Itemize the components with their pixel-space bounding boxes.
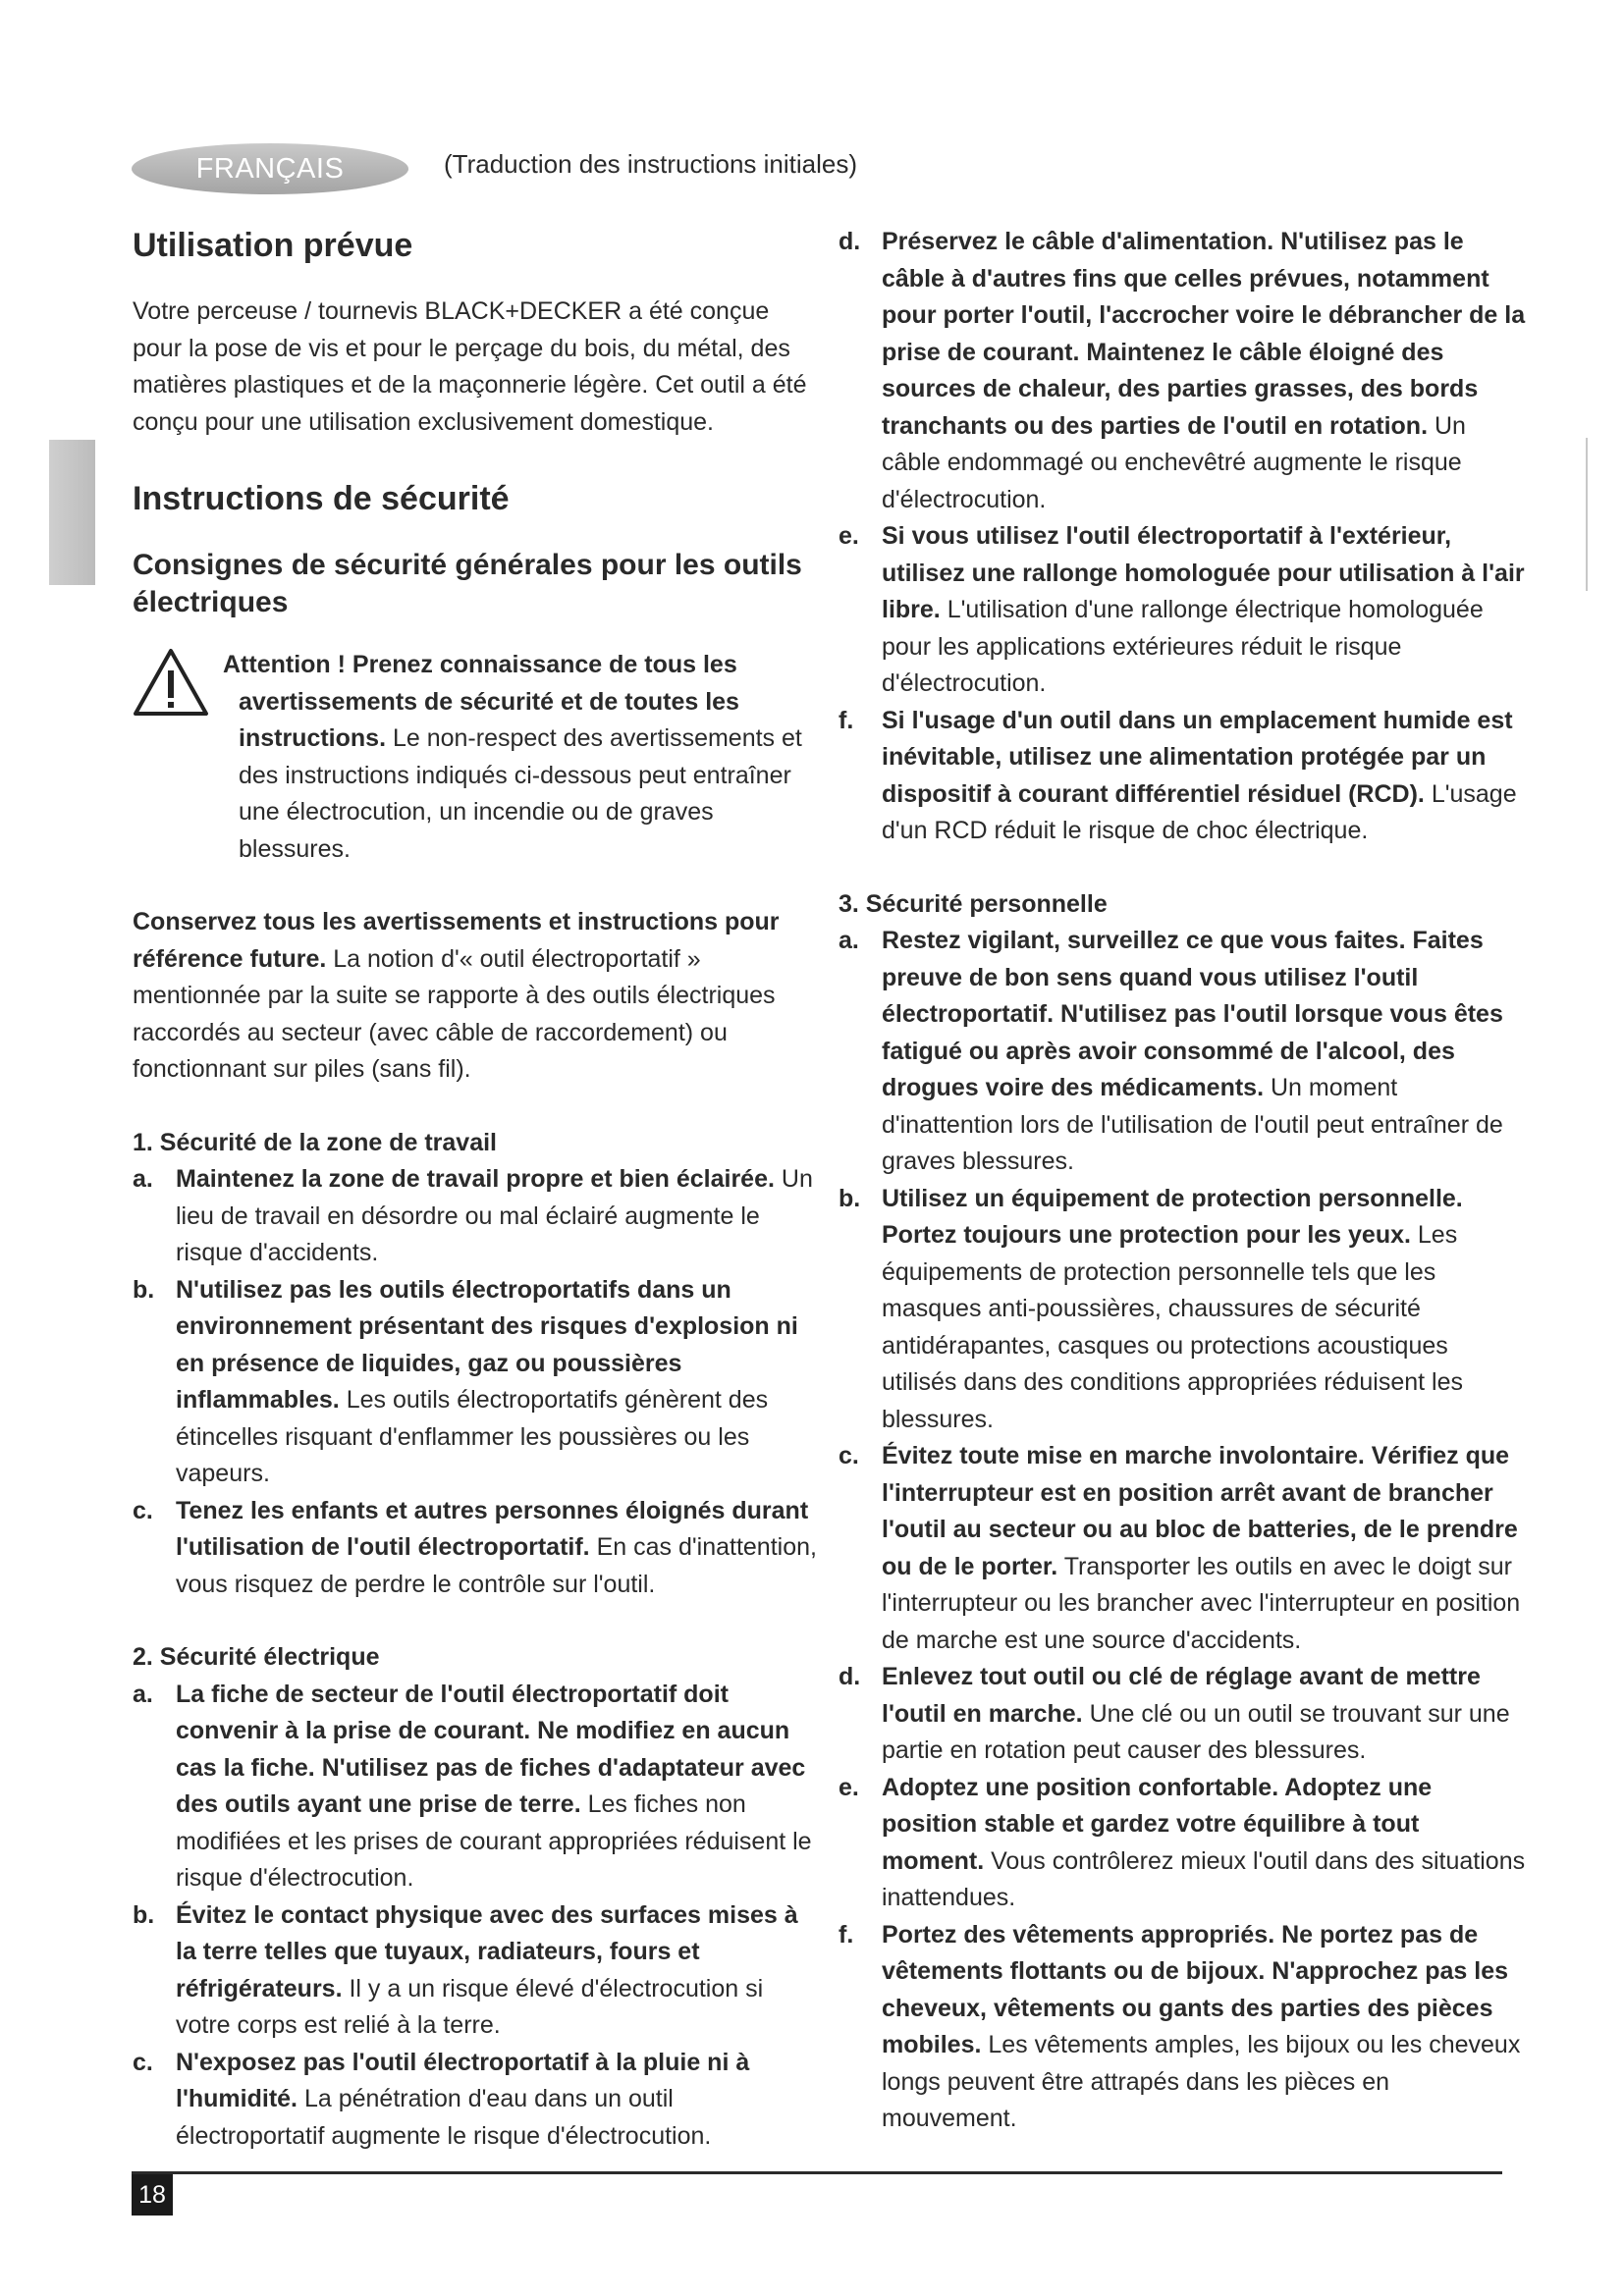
translation-note: (Traduction des instructions initiales) [444,149,857,179]
item-bold: N'utilisez pas les outils électroportatifs dans un environnement présentant des risques d'explosion ni en présence de liquides, gaz ou poussières inflammables. [176,1275,798,1414]
list-item [133,1161,820,1272]
right-column [839,224,1526,2138]
item-label: c. [839,1442,859,1469]
item-text: En cas d'inattention, vous risquez de perdre le contrôle sur l'outil. [176,1533,817,1598]
item-text: Il y a un risque élevé d'électrocution si votre corps est relié à la terre. [176,1974,764,2039]
list-item [133,1493,820,1604]
list-item [839,923,1526,1181]
warning-triangle-icon [133,647,209,718]
item-text: La pénétration d'eau dans un outil électroportatif augmente le risque d'électrocution. [176,2085,712,2150]
warning-block [133,647,820,868]
item-bold: Tenez les enfants et autres personnes éloignés durant l'utilisation de l'outil électroportatif. [176,1496,809,1561]
item-text: Les outils électroportatifs génèrent des étincelles risquant d'enflammer les poussières ou les vapeurs. [176,1386,769,1487]
page-number: 18 [132,2174,173,2216]
item-bold: Si vous utilisez l'outil électroportatif à l'extérieur, utilisez une rallonge homologuée pour utilisation à l'air libre. [882,522,1525,623]
item-bold: Enlevez tout outil ou clé de réglage avant de mettre l'outil en marche. [882,1663,1481,1728]
item-bold: Portez des vêtements appropriés. Ne portez pas de vêtements flottants ou de bijoux. N'approchez pas les cheveux, vêtements ou gants des parties des pièces mobiles. [882,1920,1509,2058]
list-item [133,1897,820,2045]
list-item [839,1917,1526,2138]
item-text: Une clé ou un outil se trouvant sur une partie en rotation peut causer des blessures. [882,1699,1510,1764]
list-item [839,1438,1526,1659]
item-bold: Adoptez une position confortable. Adoptez une position stable et gardez votre équilibre à tout moment. [882,1773,1433,1875]
item-text: Les équipements de protection personnelle tels que les masques anti-poussières, chaussures de sécurité antidérapantes, casques ou protections acoustiques utilisés dans des conditions appropriées réduisent les blessures. [882,1221,1464,1433]
item-text: Un câble endommagé ou enchevêtré augmente le risque d'électrocution. [882,411,1466,513]
footer-rule [132,2171,1502,2174]
side-tab-marker [49,440,95,585]
section-1-title: 1. Sécurité de la zone de travail [133,1128,497,1156]
item-label: a. [839,927,859,954]
item-label: b. [133,1900,155,1929]
item-text: Les fiches non modifiées et les prises de courant appropriées réduisent le risque d'électrocution. [176,1790,812,1892]
left-column [133,224,820,2155]
list-item [133,1677,820,1897]
item-label: c. [133,2048,153,2076]
item-bold: Utilisez un équipement de protection personnelle. Portez toujours une protection pour les yeux. [882,1184,1463,1249]
list-item [839,1770,1526,1917]
item-text: Vous contrôlerez mieux l'outil dans des situations inattendues. [882,1846,1526,1911]
item-bold: N'exposez pas l'outil électroportatif à la pluie ni à l'humidité. [176,2048,750,2112]
item-bold: Évitez le contact physique avec des surfaces mises à la terre telles que tuyaux, radiateurs, fours et réfrigérateurs. [176,1900,798,2002]
item-label: a. [133,1165,153,1193]
intended-use-text: Votre perceuse / tournevis BLACK+DECKER a été conçue pour la pose de vis et pour le perçage du bois, du métal, des matières plastiques et de la maçonnerie légère. Cet outil a été conçu pour une utilisation exclusivement domestique. [133,297,807,436]
item-label: f. [839,1920,854,1949]
item-bold: Si l'usage d'un outil dans un emplacement humide est inévitable, utilisez une alimentation protégée par un dispositif à courant différentiel résiduel (RCD). [882,706,1513,808]
item-label: a. [133,1680,153,1708]
item-bold: Préservez le câble d'alimentation. N'utilisez pas le câble à d'autres fins que celles prévues, notamment pour porter l'outil, l'accrocher voire le débrancher de la prise de courant. Maintenez le câble éloigné des sources de chaleur, des parties grasses, des bords tranchants ou des parties de l'outil en rotation. [882,228,1526,440]
section-2-title: 2. Sécurité électrique [133,1643,380,1671]
item-text: Les vêtements amples, les bijoux ou les cheveux longs peuvent être attrapés dans les pièces en mouvement. [882,2031,1521,2132]
item-text: L'usage d'un RCD réduit le risque de choc électrique. [882,779,1517,844]
item-bold: Maintenez la zone de travail propre et bien éclairée. [176,1165,775,1193]
item-bold: Restez vigilant, surveillez ce que vous faites. Faites preuve de bon sens quand vous utilisez l'outil électroportatif. N'utilisez pas l'outil lorsque vous êtes fatigué ou après avoir consommé de l'alcool, des drogues voire des médicaments. [882,927,1503,1101]
language-badge: FRANÇAIS [132,143,408,194]
keep-body: La notion d'« outil électroportatif » mentionnée par la suite se rapporte à des outils électriques raccordés au secteur (avec câble de raccordement) ou fonctionnant sur piles (sans fil). [133,944,776,1083]
item-text: L'utilisation d'une rallonge électrique homologuée pour les applications extérieures réduit le risque d'électrocution. [882,596,1484,697]
item-label: e. [839,1773,859,1801]
list-item [839,703,1526,850]
safety-heading: Instructions de sécurité [133,480,510,517]
warning-text [223,647,820,868]
item-label: e. [839,522,859,550]
item-bold: La fiche de secteur de l'outil électroportatif doit convenir à la prise de courant. Ne modifiez en aucun cas la fiche. N'utilisez pas de fiches d'adaptateur avec des outils ayant une prise de terre. [176,1680,806,1818]
list-item [839,1659,1526,1770]
warning-body: Le non-respect des avertissements et des instructions indiqués ci-dessous peut entraîner une électrocution, un incendie ou de graves blessures. [239,724,802,863]
item-label: b. [133,1275,155,1304]
list-item [133,2045,820,2156]
list-item [133,1272,820,1493]
keep-bold: Conservez tous les avertissements et instructions pour référence future. [133,908,780,973]
item-text: Un lieu de travail en désordre ou mal éclairé augmente le risque d'accidents. [176,1165,813,1266]
list-item [839,224,1526,518]
list-item [839,518,1526,703]
item-label: c. [133,1496,153,1524]
keep-instructions [133,904,820,1089]
list-item [839,1181,1526,1439]
warning-bold: Attention ! Prenez connaissance de tous les avertissements de sécurité et de toutes les instructions. [223,651,739,752]
general-safety-heading: Consignes de sécurité générales pour les outils électriques [133,549,802,618]
item-text: Transporter les outils en avec le doigt sur l'interrupteur ou les brancher avec l'interrupteur en position de marche est une source d'accidents. [882,1552,1521,1654]
item-label: f. [839,706,854,734]
section-3-title: 3. Sécurité personnelle [839,889,1108,918]
edge-mark [1586,438,1588,591]
item-bold: Évitez toute mise en marche involontaire. Vérifiez que l'interrupteur est en position arrêt avant de brancher l'outil au secteur ou au bloc de batteries, de le prendre ou de le porter. [882,1442,1518,1580]
item-label: b. [839,1184,861,1212]
intended-use-heading: Utilisation prévue [133,227,413,264]
item-text: Un moment d'inattention lors de l'utilisation de l'outil peut entraîner de graves blessures. [882,1074,1503,1175]
item-label: d. [839,228,861,255]
item-label: d. [839,1663,861,1690]
